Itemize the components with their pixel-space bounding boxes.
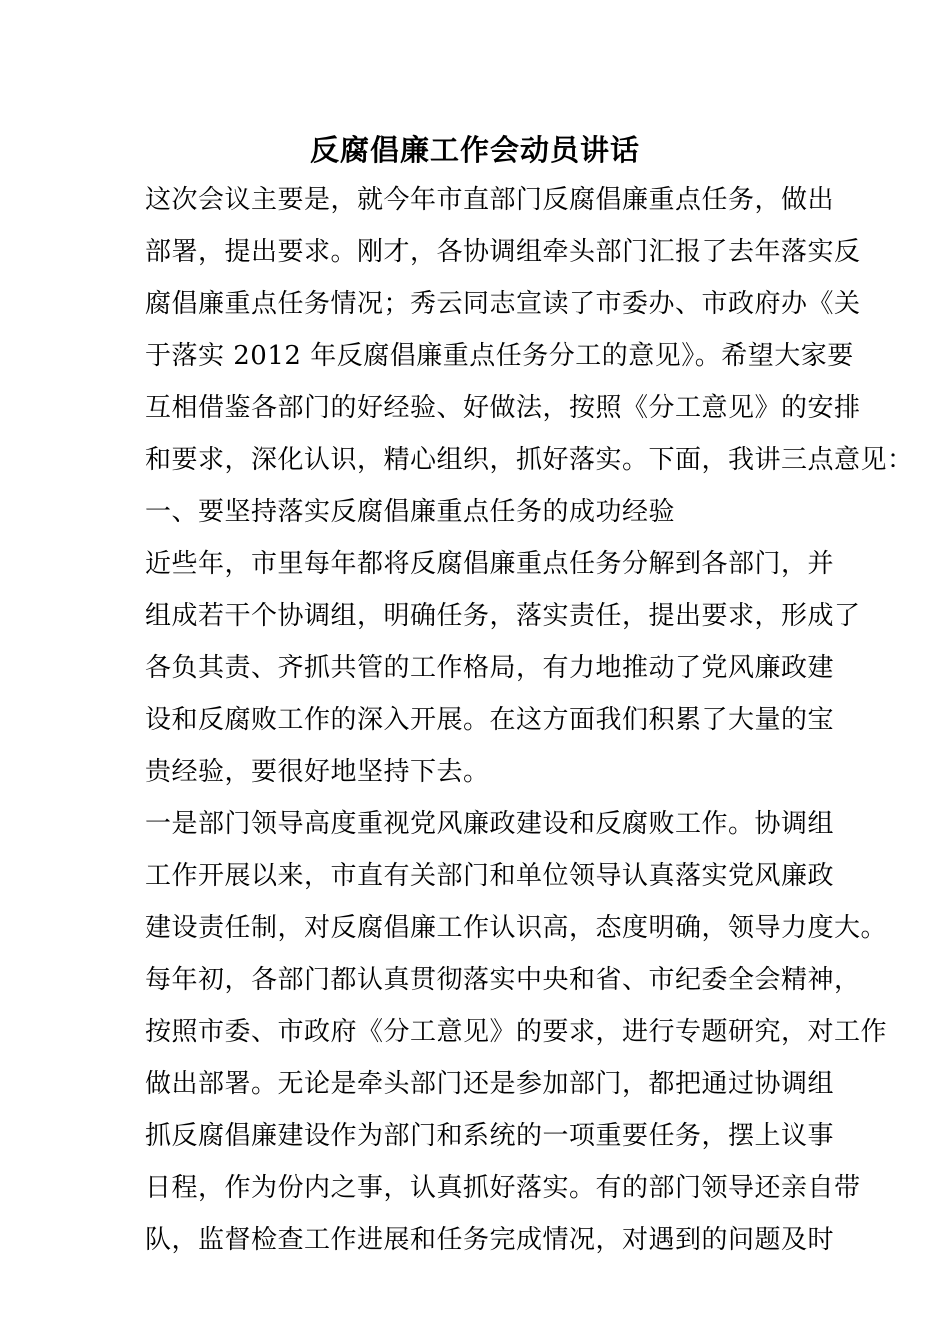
body-line: 队，监督检查工作进展和任务完成情况，对遇到的问题及时	[145, 1225, 835, 1255]
section-heading: 一、要坚持落实反腐倡廉重点任务的成功经验	[145, 497, 676, 527]
body-line: 抓反腐倡廉建设作为部门和系统的一项重要任务，摆上议事	[145, 1121, 835, 1151]
body-line: 近些年，市里每年都将反腐倡廉重点任务分解到各部门，并	[145, 549, 835, 579]
body-line: 一是部门领导高度重视党风廉政建设和反腐败工作。协调组	[145, 809, 835, 839]
body-line: 做出部署。无论是牵头部门还是参加部门，都把通过协调组	[145, 1069, 835, 1099]
body-line: 设和反腐败工作的深入开展。在这方面我们积累了大量的宝	[145, 705, 835, 735]
body-line: 日程，作为份内之事，认真抓好落实。有的部门领导还亲自带	[145, 1173, 861, 1203]
document-title: 反腐倡廉工作会动员讲话	[309, 133, 640, 167]
body-line: 建设责任制，对反腐倡廉工作认识高，态度明确，领导力度大。	[145, 913, 888, 943]
body-line: 组成若干个协调组，明确任务，落实责任，提出要求，形成了	[145, 601, 861, 631]
body-line: 和要求，深化认识，精心组织，抓好落实。下面，我讲三点意见：	[145, 445, 914, 475]
body-line: 于落实 2012 年反腐倡廉重点任务分工的意见》。希望大家要	[145, 341, 854, 371]
body-line: 贵经验，要很好地坚持下去。	[145, 757, 490, 787]
body-line: 各负其责、齐抓共管的工作格局，有力地推动了党风廉政建	[145, 653, 835, 683]
body-line: 腐倡廉重点任务情况；秀云同志宣读了市委办、市政府办《关	[145, 289, 861, 319]
body-line: 工作开展以来，市直有关部门和单位领导认真落实党风廉政	[145, 861, 835, 891]
body-line: 这次会议主要是，就今年市直部门反腐倡廉重点任务，做出	[145, 185, 835, 215]
body-line: 部署，提出要求。刚才，各协调组牵头部门汇报了去年落实反	[145, 237, 861, 267]
body-line: 每年初，各部门都认真贯彻落实中央和省、市纪委全会精神，	[145, 965, 861, 995]
body-line: 互相借鉴各部门的好经验、好做法，按照《分工意见》的安排	[145, 393, 861, 423]
body-line: 按照市委、市政府《分工意见》的要求，进行专题研究，对工作	[145, 1017, 888, 1047]
